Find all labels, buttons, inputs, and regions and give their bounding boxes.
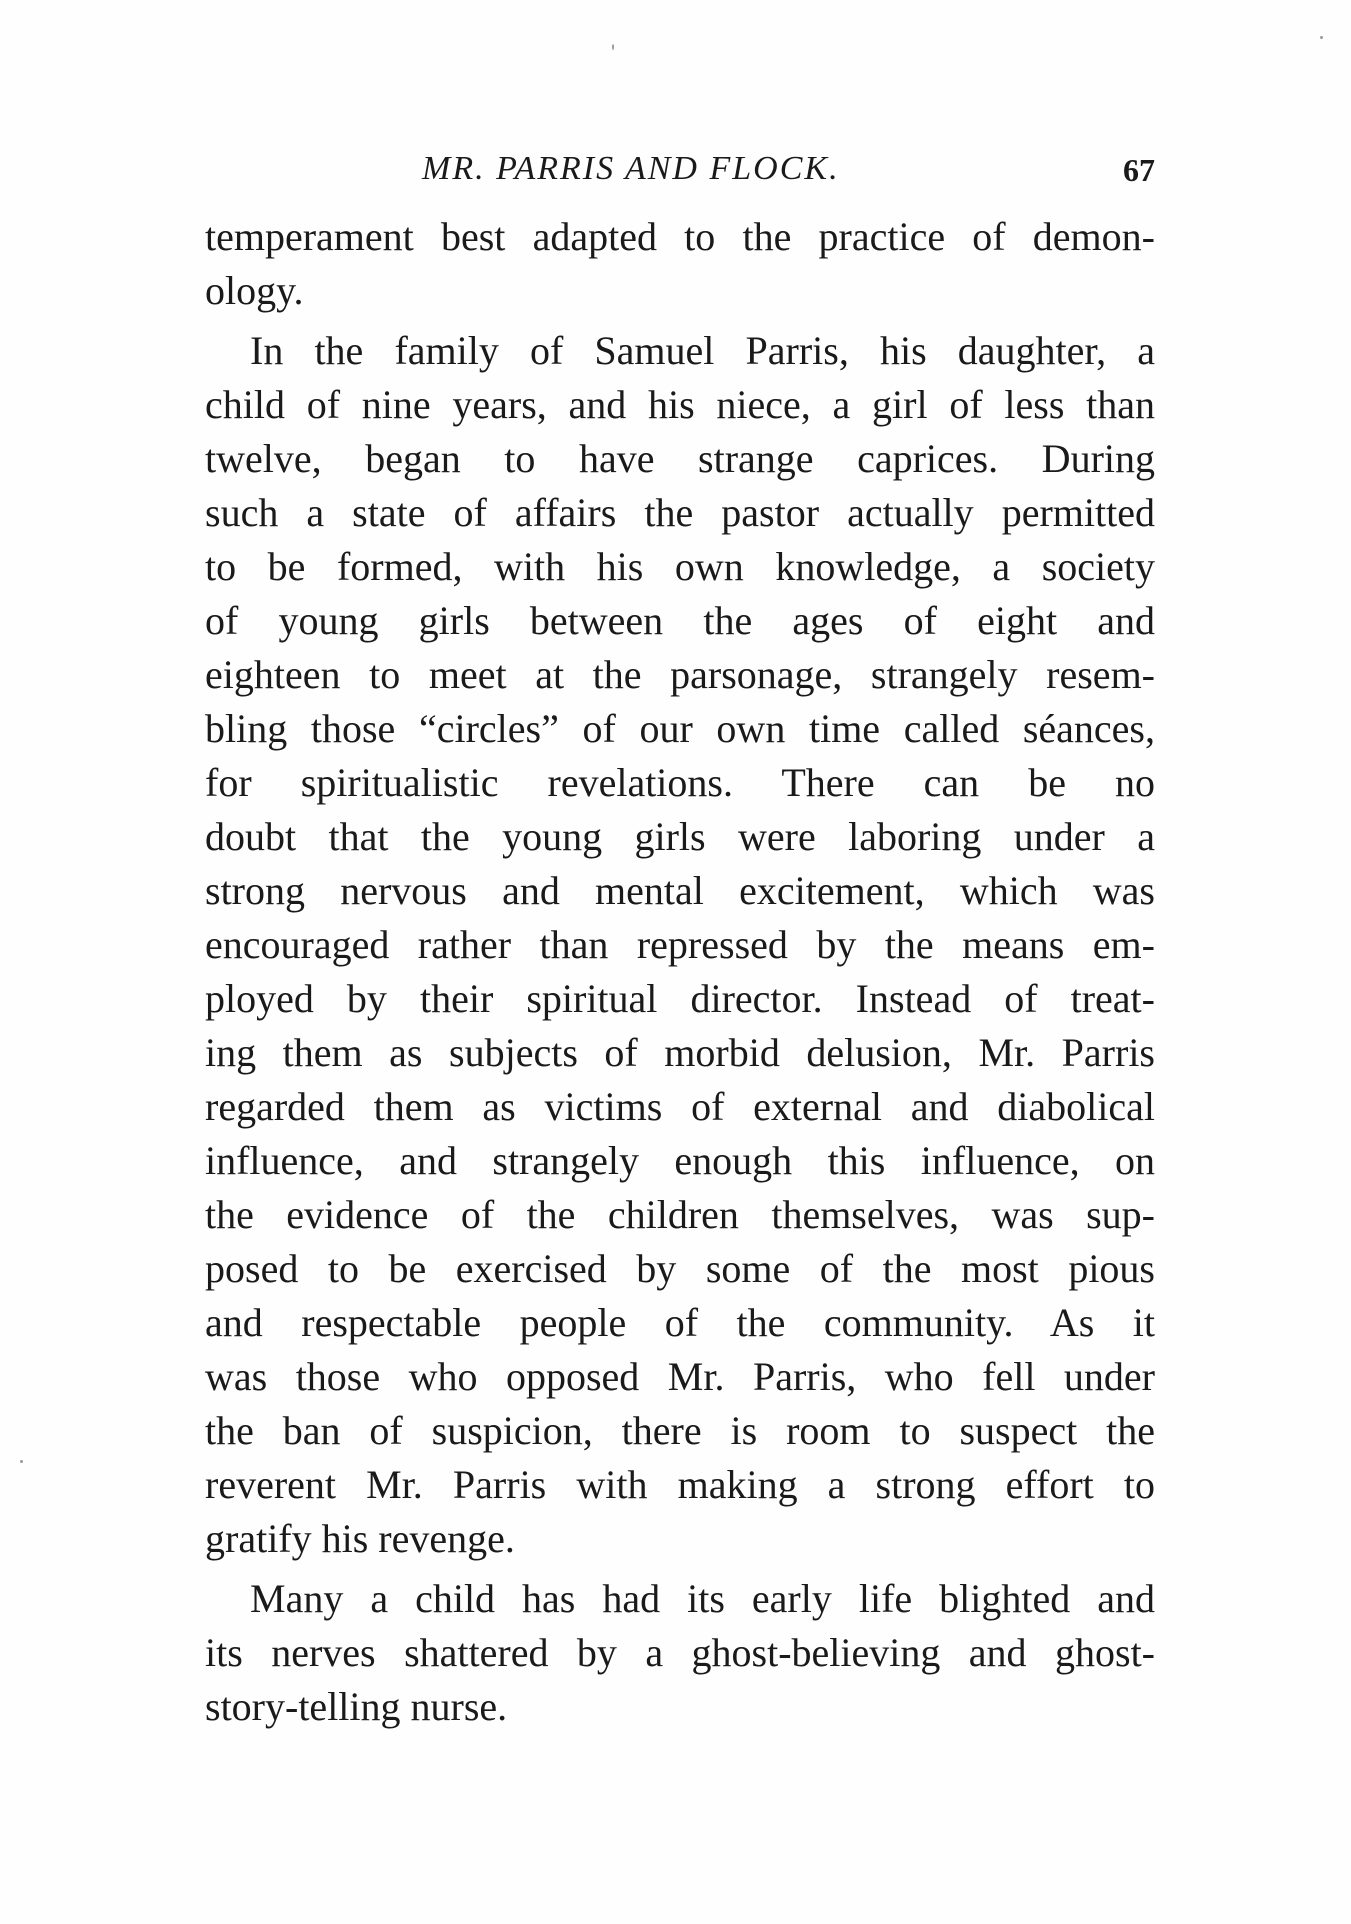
text-line: doubt that the young girls were laboring under a <box>205 814 1155 859</box>
text-line: temperament best adapted to the practice of demon- <box>205 214 1155 259</box>
text-line: regarded them as victims of external and diabolical <box>205 1084 1155 1129</box>
text-line: bling those “circles” of our own time called séances, <box>205 706 1155 751</box>
text-line: and respectable people of the community. As it <box>205 1300 1155 1345</box>
text-line: ing them as subjects of morbid delusion, Mr. Parris <box>205 1030 1155 1075</box>
page-number: 67 <box>1123 152 1155 188</box>
page-speck <box>20 1460 23 1463</box>
text-line: its nerves shattered by a ghost-believing and ghost- <box>205 1630 1155 1675</box>
text-line: influence, and strangely enough this influence, on <box>205 1138 1155 1183</box>
body-text <box>205 210 1155 1734</box>
text-line: twelve, began to have strange caprices. During <box>205 436 1155 481</box>
text-line: ology. <box>205 268 304 313</box>
text-line: story-telling nurse. <box>205 1684 508 1729</box>
paragraph-3 <box>205 1572 1155 1734</box>
page-speck <box>1320 36 1323 39</box>
text-line: In the family of Samuel Parris, his daughter, a <box>250 328 1155 373</box>
text-line: such a state of affairs the pastor actually permitted <box>205 490 1155 535</box>
text-line: the ban of suspicion, there is room to suspect the <box>205 1408 1155 1453</box>
text-line: the evidence of the children themselves, was sup- <box>205 1192 1155 1237</box>
text-line: Many a child has had its early life blighted and <box>250 1576 1155 1621</box>
paragraph-2 <box>205 324 1155 1566</box>
text-line: gratify his revenge. <box>205 1516 515 1561</box>
running-title: MR. PARRIS AND FLOCK. <box>422 150 840 187</box>
running-head <box>205 150 1155 200</box>
text-line: strong nervous and mental excitement, which was <box>205 868 1155 913</box>
text-line: reverent Mr. Parris with making a strong effort to <box>205 1462 1155 1507</box>
text-line: of young girls between the ages of eight and <box>205 598 1155 643</box>
paragraph-1 <box>205 210 1155 318</box>
text-line: was those who opposed Mr. Parris, who fell under <box>205 1354 1155 1399</box>
text-line: child of nine years, and his niece, a girl of less than <box>205 382 1155 427</box>
page-speck <box>612 44 614 50</box>
text-line: eighteen to meet at the parsonage, strangely resem- <box>205 652 1155 697</box>
text-line: to be formed, with his own knowledge, a society <box>205 544 1155 589</box>
text-line: for spiritualistic revelations. There can be no <box>205 760 1155 805</box>
text-line: encouraged rather than repressed by the means em- <box>205 922 1155 967</box>
text-line: ployed by their spiritual director. Instead of treat- <box>205 976 1155 1021</box>
text-line: posed to be exercised by some of the most pious <box>205 1246 1155 1291</box>
